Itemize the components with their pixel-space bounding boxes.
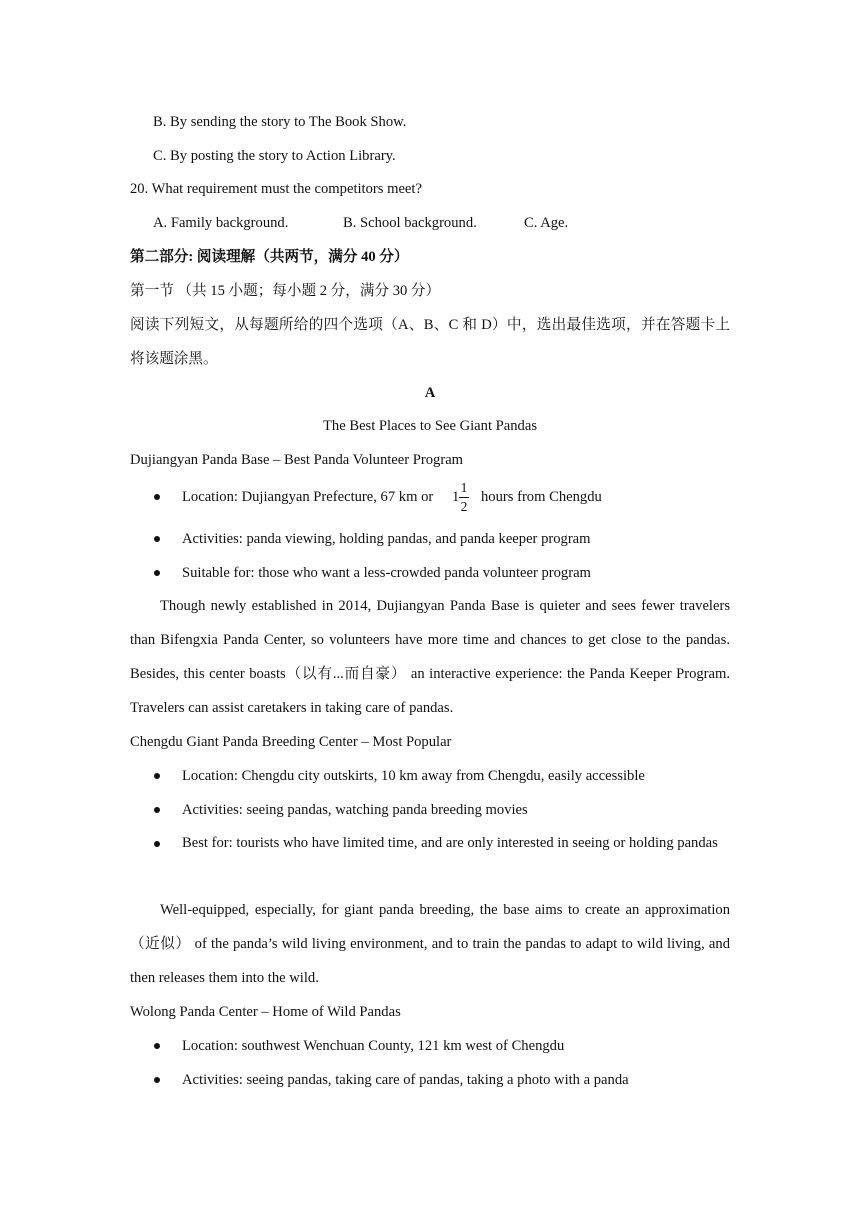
bullet-icon	[153, 766, 161, 786]
fraction-whole: 1	[452, 489, 460, 505]
bullet-icon	[153, 1070, 161, 1090]
q19-option-c: C. By posting the story to Action Library.	[153, 148, 396, 164]
instructions: 阅读下列短文，从每题所给的四个选项（A、B、C 和 D）中，选出最佳选项，并在答题卡上将该题涂黑。	[130, 317, 730, 367]
part2-heading: 第二部分: 阅读理解（共两节，满分 40 分）	[130, 249, 409, 265]
dujiangyan-paragraph: Though newly established in 2014, Dujiangyan Panda Base is quieter and sees fewer travelers than Bifengxia Panda Center, so volunteers have more time and chances to get close to the pandas. Besides, this center boasts（以有...而自豪） an interactive experience: the Panda Keeper Program. Travelers can assist caretakers in taking care of pandas.	[130, 598, 730, 716]
chengdu-paragraph: Well-equipped, especially, for giant panda breeding, the base aims to create an approximation（近似） of the panda’s wild living environment, and to train the pandas to adapt to wild living, and then releases them into the wild.	[130, 902, 730, 986]
dujiangyan-heading: Dujiangyan Panda Base – Best Panda Volunteer Program	[130, 452, 464, 468]
fraction	[459, 480, 469, 515]
dujiangyan-suitable: Suitable for: those who want a less-crowded panda volunteer program	[182, 565, 591, 581]
chengdu-location: Location: Chengdu city outskirts, 10 km away from Chengdu, easily accessible	[182, 768, 645, 784]
chengdu-activities: Activities: seeing pandas, watching panda breeding movies	[182, 802, 528, 818]
fraction-bar	[459, 497, 469, 498]
bullet-icon	[153, 1036, 161, 1056]
chengdu-best-for: Best for: tourists who have limited time, and are only interested in seeing or holding pandas	[182, 835, 718, 851]
wolong-heading: Wolong Panda Center – Home of Wild Pandas	[130, 1004, 401, 1020]
q20-option-c: C. Age.	[524, 215, 569, 231]
fraction-denominator: 2	[460, 499, 468, 514]
location-text: Location: Dujiangyan Prefecture, 67 km or	[182, 489, 434, 505]
fraction-numerator: 1	[460, 480, 468, 495]
bullet-icon	[153, 834, 161, 854]
q20-option-a: A. Family background.	[153, 215, 289, 231]
bullet-icon	[153, 529, 161, 549]
passage-title: The Best Places to See Giant Pandas	[323, 418, 537, 434]
section1-heading: 第一节 （共 15 小题；每小题 2 分，满分 30 分）	[130, 283, 441, 299]
bullet-icon	[153, 800, 161, 820]
q20-question: 20. What requirement must the competitors meet?	[130, 181, 422, 197]
dujiangyan-location	[182, 487, 433, 507]
wolong-activities: Activities: seeing pandas, taking care of pandas, taking a photo with a panda	[182, 1072, 629, 1088]
passage-letter: A	[424, 385, 436, 401]
dujiangyan-activities: Activities: panda viewing, holding pandas, and panda keeper program	[182, 531, 591, 547]
location-suffix: hours from Chengdu	[481, 489, 602, 505]
bullet-icon	[153, 563, 161, 583]
wolong-location: Location: southwest Wenchuan County, 121 km west of Chengdu	[182, 1038, 565, 1054]
chengdu-heading: Chengdu Giant Panda Breeding Center – Most Popular	[130, 734, 452, 750]
q20-option-b: B. School background.	[343, 215, 477, 231]
bullet-icon	[153, 487, 161, 507]
q19-option-b: B. By sending the story to The Book Show.	[153, 114, 407, 130]
